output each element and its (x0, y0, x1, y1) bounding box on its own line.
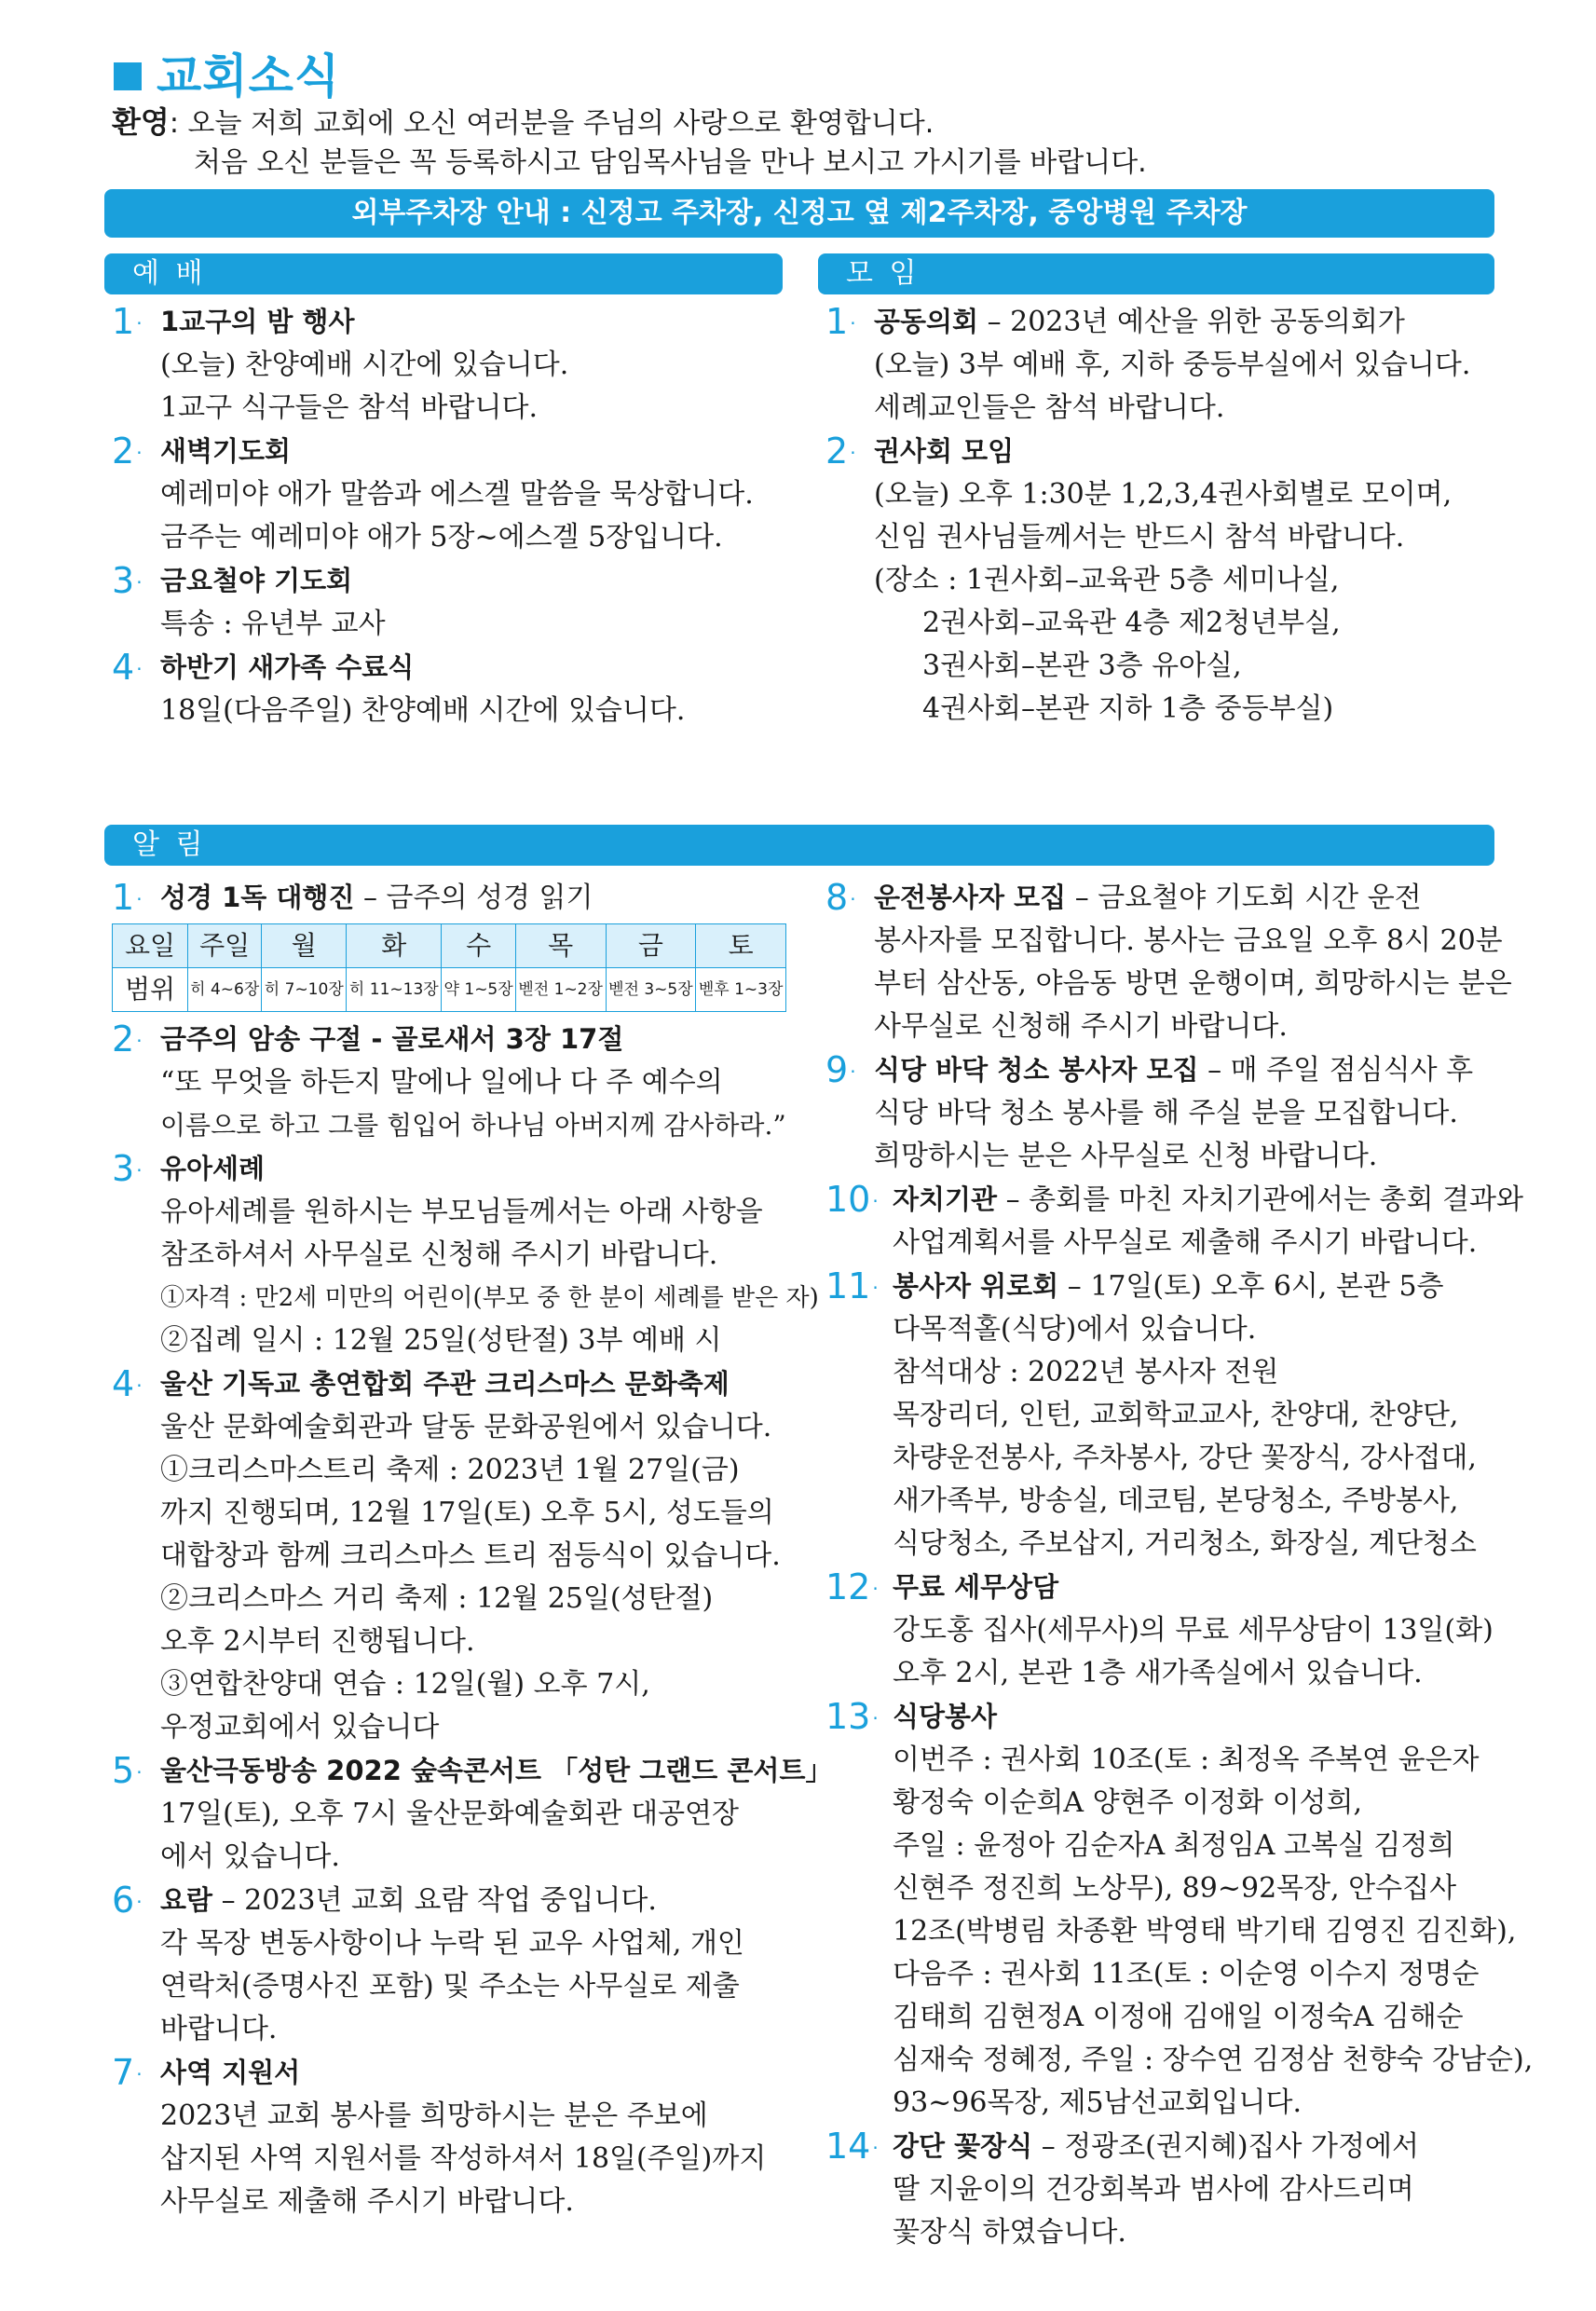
item-text: 신현주 정진희 노상무), 89~92목장, 안수집사 (893, 1872, 1457, 1905)
bible-table-day: 토 (696, 924, 786, 968)
item-number (825, 1566, 879, 1614)
welcome-message (112, 103, 1147, 183)
notice-list-left (112, 876, 833, 2223)
item-number-text: 10 (825, 1179, 871, 1220)
item-title: 식당봉사 (893, 1701, 998, 1732)
item-text: 식당청소, 주보삽지, 거리청소, 화장실, 계단청소 (893, 1527, 1477, 1560)
meeting-item (825, 300, 1496, 430)
item-text: 93~96목장, 제5남선교회입니다. (893, 2086, 1302, 2119)
bullet-dot: · (850, 312, 856, 335)
item-title: 봉사자 위로회 (893, 1270, 1059, 1302)
bullet-dot: · (136, 658, 143, 680)
bullet-dot: · (850, 1060, 856, 1083)
bible-table-days-row (113, 924, 786, 968)
bullet-dot: · (136, 442, 143, 464)
item-text: 사무실로 신청해 주시기 바랍니다. (874, 1010, 1288, 1043)
item-text: (오늘) 찬양예배 시간에 있습니다. (160, 349, 569, 381)
item-number-text: 14 (825, 2126, 871, 2167)
bible-table-range: 약 1~5장 (442, 968, 515, 1012)
item-title: 공동의회 (874, 306, 979, 337)
bible-table-day: 수 (442, 924, 515, 968)
worship-list (112, 300, 783, 732)
item-title: 금주의 암송 구절 - 골로새서 3장 17절 (160, 1023, 624, 1055)
bullet-dot: · (872, 1277, 879, 1299)
item-title-line (874, 1048, 1496, 1092)
item-text: 참조하셔서 사무실로 신청해 주시기 바랍니다. (160, 1238, 718, 1271)
item-title-line (874, 876, 1496, 920)
item-number-text: 8 (825, 877, 849, 918)
welcome-line-2: 처음 오신 분들은 꼭 등록하시고 담임목사님을 만나 보시고 가시기를 바랍니다. (194, 146, 1147, 179)
item-number-text: 2 (112, 1019, 135, 1060)
item-title: 새벽기도회 (160, 435, 292, 467)
bullet-dot: · (136, 1891, 143, 1913)
item-text: 바랍니다. (160, 2013, 278, 2045)
bullet-dot: · (850, 442, 856, 464)
notice-item (825, 1048, 1496, 1178)
item-title-rest: – 금요철야 기도회 시간 운전 (1066, 882, 1422, 914)
welcome-label: 환영 (112, 104, 170, 140)
square-bullet-icon (114, 62, 142, 90)
item-text-indented: 2권사회–교육관 4층 제2청년부실, (922, 607, 1341, 639)
item-text: 이번주 : 권사회 10조(토 : 최정옥 주복연 윤은자 (893, 1744, 1480, 1776)
item-text: (오늘) 3부 예배 후, 지하 중등부실에서 있습니다. (874, 349, 1471, 381)
item-title-line (160, 559, 783, 603)
item-text: 각 목장 변동사항이나 누락 된 교우 사업체, 개인 (160, 1927, 744, 1960)
bullet-dot: · (136, 571, 143, 594)
item-number-text: 11 (825, 1265, 871, 1306)
item-text: 에서 있습니다. (160, 1840, 340, 1873)
item-text: 대합창과 함께 크리스마스 트리 점등식이 있습니다. (160, 1539, 781, 1572)
item-number-text: 13 (825, 1696, 871, 1737)
parking-banner: 외부주차장 안내 : 신정고 주차장, 신정고 옆 제2주차장, 중앙병원 주차장 (104, 189, 1494, 238)
bullet-dot: · (136, 1159, 143, 1182)
item-number-text: 3 (112, 1148, 135, 1189)
item-title-line (160, 876, 801, 920)
item-title: 요람 (160, 1884, 213, 1916)
page-title (114, 39, 340, 106)
item-text: (오늘) 오후 1:30분 1,2,3,4권사회별로 모이며, (874, 478, 1453, 511)
item-text: 오후 2시부터 진행됩니다. (160, 1625, 475, 1658)
notice-item (112, 1362, 801, 1749)
item-text: 신임 권사님들께서는 반드시 참석 바랍니다. (874, 521, 1405, 554)
notice-header: 알 림 (104, 825, 1494, 866)
bullet-dot: · (850, 888, 856, 910)
item-text: 김태희 김현정A 이정애 김애일 이정숙A 김해순 (893, 2001, 1464, 2033)
item-title: 금요철야 기도회 (160, 565, 353, 596)
item-title: 성경 1독 대행진 (160, 882, 355, 913)
item-text: 예레미야 애가 말씀과 에스겔 말씀을 묵상합니다. (160, 478, 754, 511)
bible-table-days-label: 요일 (113, 924, 188, 968)
bullet-dot: · (872, 1707, 879, 1730)
bible-reading-table (112, 923, 786, 1012)
item-text: 17일(토), 오후 7시 울산문화예술회관 대공연장 (160, 1798, 740, 1830)
item-title: 울산극동방송 2022 숲속콘서트 「성탄 그랜드 콘서트」 (160, 1755, 833, 1786)
notice-list-right (825, 876, 1534, 2254)
item-text: “또 무엇을 하든지 말에나 일에나 다 주 예수의 (160, 1066, 723, 1099)
item-text: 차량운전봉사, 주차봉사, 강단 꽃장식, 강사접대, (893, 1442, 1477, 1474)
item-title-line (160, 1362, 801, 1406)
item-number-text: 4 (112, 1363, 135, 1404)
notice-item (825, 2125, 1496, 2254)
bullet-dot: · (136, 312, 143, 335)
notice-item (825, 1265, 1496, 1566)
item-number-text: 1 (825, 301, 849, 342)
item-title: 자치기관 (893, 1183, 998, 1215)
item-number (112, 646, 143, 694)
item-title-line (893, 1566, 1496, 1609)
bullet-dot: · (136, 888, 143, 910)
item-text: 부터 삼산동, 야음동 방면 운행이며, 희망하시는 분은 (874, 967, 1512, 1000)
bible-table-range: 벧전 3~5장 (606, 968, 696, 1012)
page-title-text: 교회소식 (157, 49, 341, 103)
notice-item (112, 1018, 801, 1147)
item-title: 유아세례 (160, 1153, 266, 1184)
item-text: 꽃장식 하였습니다. (893, 2216, 1126, 2249)
item-number-text: 4 (112, 647, 135, 688)
item-text: 세례교인들은 참석 바랍니다. (874, 391, 1225, 424)
item-text: 다음주 : 권사회 11조(토 : 이순영 이수지 정명순 (893, 1958, 1480, 1990)
notice-item (112, 1879, 801, 2051)
item-number-text: 1 (112, 877, 135, 918)
bullet-dot: · (136, 1761, 143, 1784)
item-text: 희망하시는 분은 사무실로 신청 바랍니다. (874, 1140, 1378, 1172)
item-title-rest: – 2023년 예산을 위한 공동의회가 (978, 306, 1405, 338)
item-text: 오후 2시, 본관 1층 새가족실에서 있습니다. (893, 1657, 1423, 1689)
item-number (825, 876, 856, 924)
item-number-text: 1 (112, 301, 135, 342)
bible-table-day: 화 (347, 924, 442, 968)
item-title-rest: – 17일(토) 오후 6시, 본관 5층 (1058, 1270, 1444, 1303)
notice-item (825, 1695, 1534, 2125)
worship-item (112, 300, 783, 430)
bible-table-range: 벧후 1~3장 (696, 968, 786, 1012)
item-number (112, 1879, 143, 1927)
item-number-text: 2 (825, 431, 849, 472)
item-text: ③연합찬양대 연습 : 12일(월) 오후 7시, (160, 1668, 650, 1701)
notice-item (112, 876, 801, 1012)
bible-table-day: 목 (515, 924, 606, 968)
meeting-list (825, 300, 1496, 731)
item-text: 심재숙 정혜정, 주일 : 장수연 김정삼 천향숙 강남순), (893, 2044, 1534, 2076)
item-title-line (160, 646, 783, 690)
item-text: 특송 : 유년부 교사 (160, 608, 386, 640)
item-title: 운전봉사자 모집 (874, 882, 1067, 913)
item-title-line (160, 1018, 801, 1061)
item-number-text: 6 (112, 1880, 135, 1921)
item-text: 금주는 예레미야 애가 5장~에스겔 5장입니다. (160, 521, 723, 554)
notice-item (112, 2051, 801, 2223)
item-text: 이름으로 하고 그를 힘입어 하나님 아버지께 감사하라.” (160, 1110, 786, 1141)
item-number-text: 9 (825, 1049, 849, 1090)
item-text: ②집례 일시 : 12월 25일(성탄절) 3부 예배 시 (160, 1324, 722, 1357)
item-title: 울산 기독교 총연합회 주관 크리스마스 문화축제 (160, 1368, 730, 1400)
item-text: 울산 문화예술회관과 달동 문화공원에서 있습니다. (160, 1411, 772, 1443)
worship-item (112, 646, 783, 732)
item-title-line (893, 2125, 1496, 2168)
item-text: 우정교회에서 있습니다 (160, 1711, 440, 1744)
item-number (112, 1362, 143, 1411)
item-text: 다목적홀(식당)에서 있습니다. (893, 1313, 1257, 1346)
item-number (112, 559, 143, 608)
item-number-text: 3 (112, 560, 135, 601)
item-text: 유아세례를 원하시는 부모님들께서는 아래 사항을 (160, 1196, 763, 1228)
bible-table-range: 히 11~13장 (347, 968, 442, 1012)
item-title-rest: – 총회를 마친 자치기관에서는 총회 결과와 (997, 1183, 1523, 1216)
item-number (825, 2125, 879, 2173)
item-text: 사무실로 제출해 주시기 바랍니다. (160, 2185, 574, 2218)
item-number-text: 7 (112, 2052, 135, 2093)
item-title-rest: – 2023년 교회 요람 작업 중입니다. (212, 1884, 657, 1917)
item-text: 강도홍 집사(세무사)의 무료 세무상담이 13일(화) (893, 1614, 1494, 1647)
item-number-text: 5 (112, 1750, 135, 1791)
item-number (825, 1695, 879, 1744)
item-number (825, 1048, 856, 1097)
item-title-line (893, 1695, 1496, 1739)
item-title: 권사회 모임 (874, 435, 1015, 467)
item-title-line (893, 1178, 1523, 1222)
notice-item (825, 1566, 1496, 1695)
item-text: 참석대상 : 2022년 봉사자 전원 (893, 1356, 1279, 1388)
bible-table-range-label: 범위 (113, 968, 188, 1012)
item-number (112, 2051, 143, 2099)
bible-table-day: 금 (606, 924, 696, 968)
item-title-line (160, 430, 783, 473)
item-text: 까지 진행되며, 12월 17일(토) 오후 5시, 성도들의 (160, 1497, 774, 1529)
bullet-dot: · (872, 1578, 879, 1600)
item-number (112, 1018, 143, 1066)
item-text: 18일(다음주일) 찬양예배 시간에 있습니다. (160, 694, 686, 727)
item-title-line (160, 1749, 833, 1793)
item-text: 사업계획서를 사무실로 제출해 주시기 바랍니다. (893, 1226, 1478, 1259)
item-title: 1교구의 밤 행사 (160, 306, 355, 337)
item-number (112, 1749, 143, 1798)
item-number (825, 300, 856, 349)
bullet-dot: · (136, 2063, 143, 2085)
meeting-header: 모 임 (818, 253, 1494, 294)
item-text: 1교구 식구들은 참석 바랍니다. (160, 391, 538, 424)
bible-table-range: 히 4~6장 (188, 968, 262, 1012)
bible-table-day: 주일 (188, 924, 262, 968)
item-text: ①자격 : 만2세 미만의 어린이(부모 중 한 분이 세례를 받은 자) (160, 1284, 819, 1312)
bible-table-day: 월 (262, 924, 347, 968)
item-text: 목장리더, 인턴, 교회학교교사, 찬양대, 찬양단, (893, 1399, 1459, 1431)
bible-table-range: 벧전 1~2장 (515, 968, 606, 1012)
item-number (112, 300, 143, 349)
item-number (825, 1178, 879, 1226)
item-text: (장소 : 1권사회–교육관 5층 세미나실, (874, 564, 1340, 596)
item-number (825, 1265, 879, 1313)
welcome-line-1: : 오늘 저희 교회에 오신 여러분을 주님의 사랑으로 환영합니다. (169, 107, 934, 140)
item-text: 딸 지윤이의 건강회복과 범사에 감사드리며 (893, 2173, 1414, 2206)
item-title-rest: – 매 주일 점심식사 후 (1198, 1054, 1474, 1087)
notice-item (112, 1147, 819, 1362)
notice-item (825, 876, 1512, 1048)
item-title-rest: – 금주의 성경 읽기 (354, 882, 593, 914)
item-text: ②크리스마스 거리 축제 : 12월 25일(성탄절) (160, 1582, 714, 1615)
bullet-dot: · (136, 1374, 143, 1397)
notice-item (112, 1749, 833, 1879)
item-text: 주일 : 윤정아 김순자A 최정임A 고복실 김정희 (893, 1829, 1455, 1862)
item-text: 새가족부, 방송실, 데코팀, 본당청소, 주방봉사, (893, 1484, 1459, 1517)
item-title-line (160, 1147, 801, 1191)
item-number (112, 876, 143, 924)
meeting-item (825, 430, 1496, 731)
item-title-rest: – 정광조(권지혜)집사 가정에서 (1032, 2130, 1419, 2163)
item-number-text: 2 (112, 431, 135, 472)
bible-table-ranges-row (113, 968, 786, 1012)
item-title: 사역 지원서 (160, 2057, 301, 2088)
item-number (112, 430, 143, 478)
bullet-dot: · (872, 2137, 879, 2159)
item-text: 삽지된 사역 지원서를 작성하셔서 18일(주일)까지 (160, 2142, 767, 2175)
bullet-dot: · (136, 1030, 143, 1052)
item-text-indented: 3권사회–본관 3층 유아실, (922, 650, 1242, 682)
item-title-line (160, 1879, 801, 1922)
bible-table-range: 히 7~10장 (262, 968, 347, 1012)
worship-item (112, 559, 783, 646)
item-title-line (160, 300, 783, 344)
worship-item (112, 430, 783, 559)
item-title-line (874, 300, 1496, 344)
item-title-line (893, 1265, 1496, 1308)
item-text: 식당 바닥 청소 봉사를 해 주실 분을 모집합니다. (874, 1097, 1458, 1129)
item-title: 무료 세무상담 (893, 1571, 1059, 1603)
item-number (825, 430, 856, 478)
item-title-line (160, 2051, 801, 2095)
item-text: ①크리스마스트리 축제 : 2023년 1월 27일(금) (160, 1454, 740, 1486)
item-title: 하반기 새가족 수료식 (160, 651, 415, 683)
item-text: 황정숙 이순희A 양현주 이정화 이성희, (893, 1786, 1363, 1819)
item-text: 2023년 교회 봉사를 희망하시는 분은 주보에 (160, 2099, 708, 2132)
item-text: 봉사자를 모집합니다. 봉사는 금요일 오후 8시 20분 (874, 924, 1503, 957)
item-title: 식당 바닥 청소 봉사자 모집 (874, 1054, 1199, 1086)
item-title: 강단 꽃장식 (893, 2130, 1033, 2162)
worship-header: 예 배 (104, 253, 783, 294)
item-text: 연락처(증명사진 포함) 및 주소는 사무실로 제출 (160, 1970, 740, 2003)
item-number-text: 12 (825, 1566, 871, 1607)
item-number (112, 1147, 143, 1196)
bullet-dot: · (872, 1190, 879, 1212)
item-text: 12조(박병림 차종환 박영태 박기태 김영진 김진화), (893, 1915, 1517, 1948)
notice-item (825, 1178, 1523, 1265)
item-title-line (874, 430, 1496, 473)
item-text-indented: 4권사회–본관 지하 1층 중등부실) (922, 692, 1334, 725)
